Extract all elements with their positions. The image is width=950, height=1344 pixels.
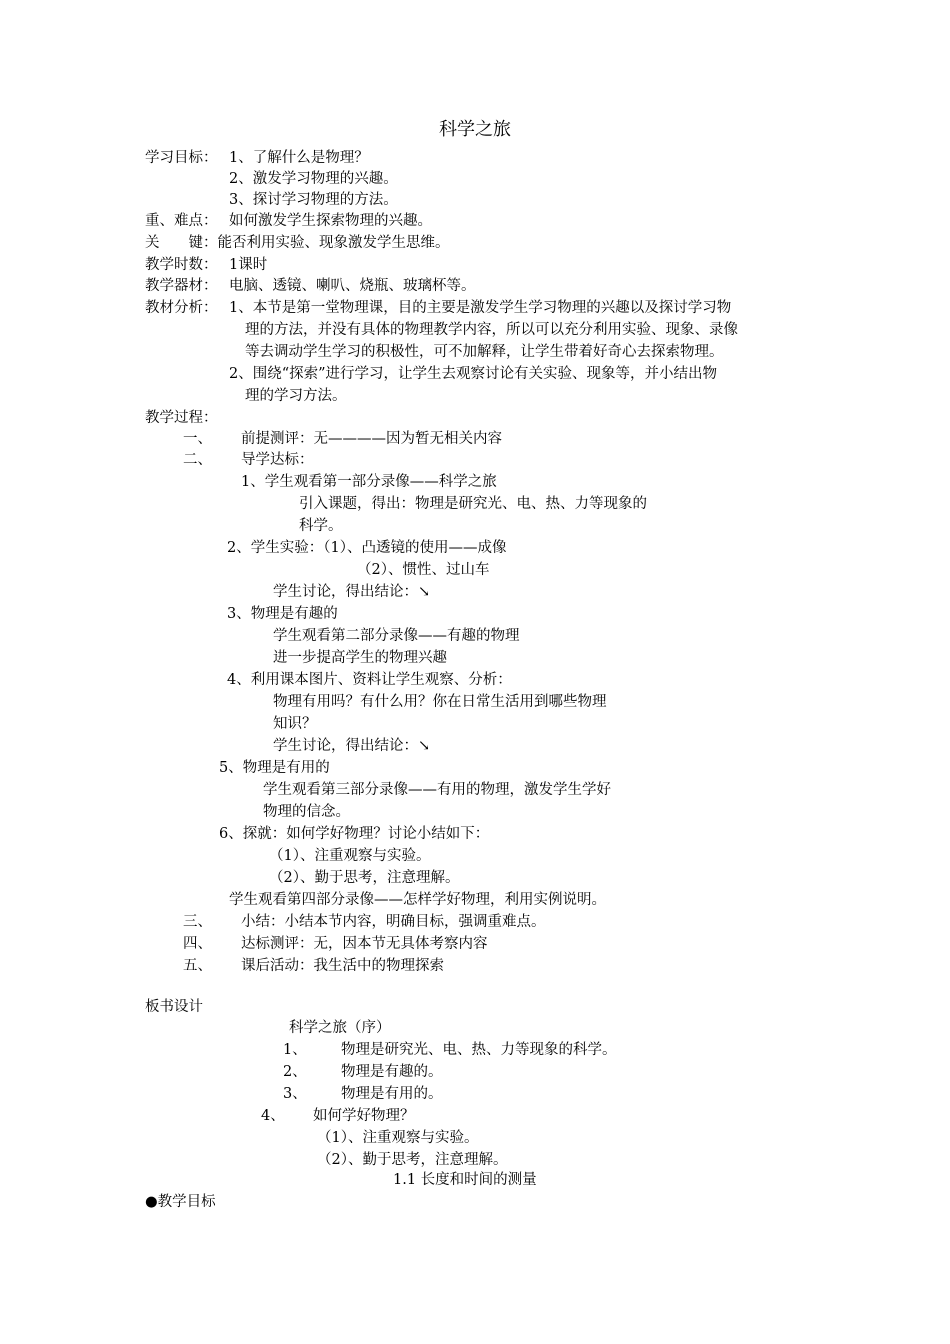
- analysis-row-1: [145, 298, 731, 318]
- goals-label: 学习目标：: [145, 150, 218, 166]
- materials-row: [145, 276, 476, 296]
- analysis-line: 理的学习方法。: [245, 388, 347, 404]
- board-sub-item: （1）、注重观察与实验。: [317, 1130, 479, 1146]
- board-item-text: 物理是研究光、电、热、力等现象的科学。: [341, 1042, 617, 1058]
- analysis-line: 理的方法，并没有具体的物理教学内容，所以可以充分利用实验、现象、录像: [245, 322, 738, 338]
- board-label: 板书设计: [145, 999, 203, 1015]
- process-section-text: 达标测评：无，因本节无具体考察内容: [241, 936, 488, 952]
- board-item-text: 物理是有用的。: [341, 1086, 443, 1102]
- hours-row: [145, 255, 267, 275]
- next-section-heading: 1.1 长度和时间的测量: [393, 1172, 537, 1188]
- process-line: 5、物理是有用的: [219, 760, 330, 776]
- process-line: 物理有用吗？有什么用？你在日常生活用到哪些物理: [273, 694, 607, 710]
- process-line: （2）、勤于思考，注意理解。: [269, 870, 460, 886]
- board-sub-item: （2）、勤于思考，注意理解。: [317, 1152, 508, 1168]
- key-label-a: 关: [145, 235, 160, 251]
- process-line: 6、探就：如何学好物理？讨论小结如下：: [219, 826, 490, 842]
- analysis-line: 2、围绕“探索”进行学习，让学生去观察讨论有关实验、现象等，并小结出物: [229, 366, 718, 382]
- process-line: （1）、注重观察与实验。: [269, 848, 431, 864]
- process-line: 4、利用课本图片、资料让学生观察、分析：: [227, 672, 512, 688]
- board-item-num: 1、: [283, 1042, 307, 1058]
- next-goal-label: ●教学目标: [145, 1194, 216, 1210]
- key-row: [145, 233, 450, 253]
- process-section-text: 小结：小结本节内容，明确目标，强调重难点。: [241, 914, 546, 930]
- board-item-text: 如何学好物理？: [313, 1108, 415, 1124]
- process-section-text: 导学达标：: [241, 452, 314, 468]
- goal-item: 1、了解什么是物理？: [229, 150, 369, 166]
- process-line: 学生讨论，得出结论：↘: [273, 584, 431, 600]
- process-line: 学生观看第四部分录像——怎样学好物理，利用实例说明。: [229, 892, 606, 908]
- board-item-num: 2、: [283, 1064, 307, 1080]
- process-line: 引入课题，得出：物理是研究光、电、热、力等现象的: [299, 496, 647, 512]
- keypoints-label: 重、难点：: [145, 213, 218, 229]
- process-line: 学生讨论，得出结论：↘: [273, 738, 431, 754]
- materials-label: 教学器材：: [145, 278, 218, 294]
- process-line: 科学。: [299, 518, 343, 534]
- board-item-num: 4、: [261, 1108, 285, 1124]
- hours-label: 教学时数：: [145, 257, 218, 273]
- process-line: 3、物理是有趣的: [227, 606, 338, 622]
- process-section-num: 四、: [183, 936, 212, 952]
- board-item-num: 3、: [283, 1086, 307, 1102]
- process-line: 1、学生观看第一部分录像——科学之旅: [241, 474, 497, 490]
- goal-item: 3、探讨学习物理的方法。: [229, 192, 398, 208]
- analysis-line: 等去调动学生学习的积极性，可不加解释，让学生带着好奇心去探索物理。: [245, 344, 724, 360]
- process-line: 物理的信念。: [263, 804, 350, 820]
- key-text: 能否利用实验、现象激发学生思维。: [217, 235, 450, 251]
- process-label: 教学过程：: [145, 410, 218, 426]
- page-title: 科学之旅: [439, 119, 511, 140]
- keypoints-text: 如何激发学生探索物理的兴趣。: [229, 213, 432, 229]
- analysis-line: 1、本节是第一堂物理课，目的主要是激发学生学习物理的兴趣以及探讨学习物: [229, 300, 732, 316]
- process-line: 学生观看第三部分录像——有用的物理，激发学生学好: [263, 782, 611, 798]
- process-section-num: 二、: [183, 452, 212, 468]
- keypoints-row: [145, 211, 432, 231]
- board-item-text: 物理是有趣的。: [341, 1064, 443, 1080]
- process-section-num: 一、: [183, 431, 212, 447]
- goals-row-1: [145, 148, 369, 168]
- analysis-label: 教材分析：: [145, 300, 218, 316]
- goal-item: 2、激发学习物理的兴趣。: [229, 171, 398, 187]
- process-line: 进一步提高学生的物理兴趣: [273, 650, 447, 666]
- process-section-text: 前提测评：无————因为暂无相关内容: [241, 431, 502, 447]
- process-section-num: 三、: [183, 914, 212, 930]
- process-line: （2）、惯性、过山车: [357, 562, 490, 578]
- process-line: 学生观看第二部分录像——有趣的物理: [273, 628, 520, 644]
- key-label-b: 键：: [188, 235, 218, 251]
- process-section-text: 课后活动：我生活中的物理探索: [241, 958, 444, 974]
- board-title: 科学之旅（序）: [289, 1020, 391, 1036]
- hours-text: 1课时: [229, 257, 268, 273]
- materials-text: 电脑、透镜、喇叭、烧瓶、玻璃杯等。: [229, 278, 476, 294]
- process-line: 知识？: [273, 716, 317, 732]
- process-section-num: 五、: [183, 958, 212, 974]
- process-line: 2、学生实验：（1）、凸透镜的使用——成像: [227, 540, 507, 556]
